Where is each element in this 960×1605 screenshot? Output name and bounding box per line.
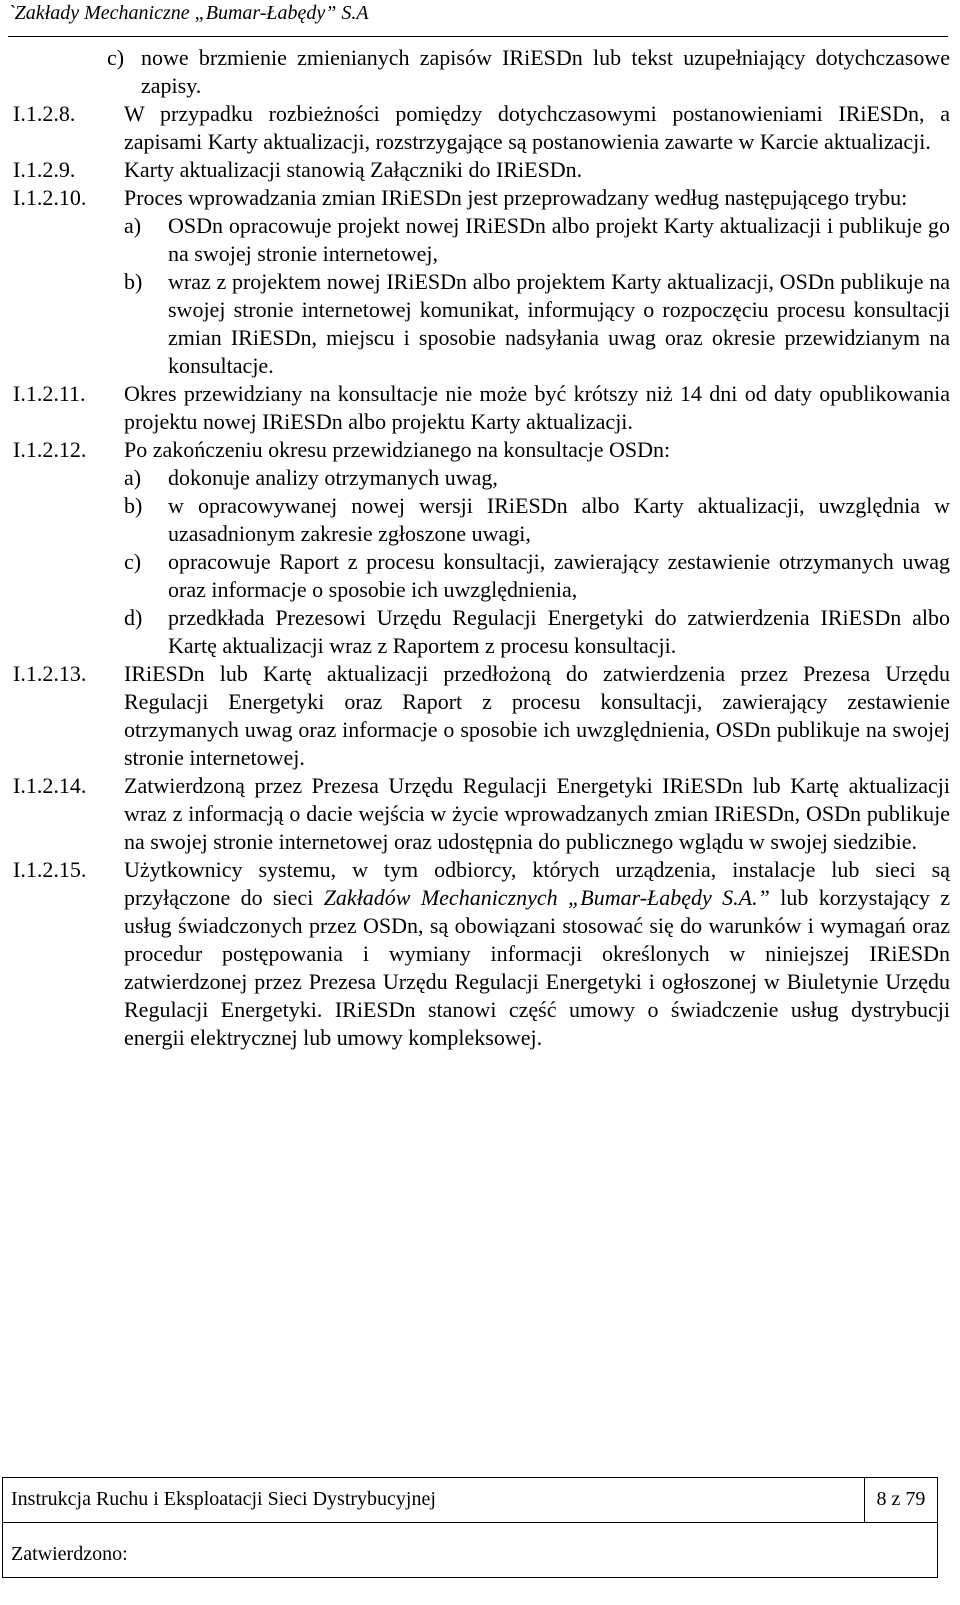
- section-text: IRiESDn lub Kartę aktualizacji przedłożoną do zatwierdzenia przez Prezesa Urzędu Regulacji Energetyki oraz Raport z procesu konsultacji, zawierający zestawienie otrzymanych uwag oraz informacje o sposobie ich uwzględnienia, OSDn publikuje na swojej stronie internetowej.: [124, 661, 950, 770]
- page-header: [8, 0, 948, 37]
- list-item-letter: d): [124, 605, 143, 630]
- list-item: [124, 464, 950, 492]
- section-text: W przypadku rozbieżności pomiędzy dotychczasowymi postanowieniami IRiESDn, a zapisami Karty aktualizacji, rozstrzygające są postanowienia zawarte w Karcie aktualizacji.: [124, 101, 950, 154]
- section-text-part: lub korzystający z usług świadczonych przez OSDn, są obowiązani stosować się do warunków i wymagań oraz procedur postępowania i wymiany informacji określonych w niniejszej IRiESDn zatwierdzonej przez Prezesa Urzędu Regulacji Energetyki i ogłoszonej w Biuletynie Urzędu Regulacji Energetyki. IRiESDn stanowi część umowy o świadczenie usług dystrybucji energii elektrycznej lub umowy kompleksowej.: [124, 885, 950, 1050]
- section-number: I.1.2.15.: [13, 857, 87, 882]
- list-item: [124, 492, 950, 548]
- list-item: [124, 548, 950, 604]
- section-text: Okres przewidziany na konsultacje nie może być krótszy niż 14 dni od daty opublikowania projektu nowej IRiESDn albo projektu Karty aktualizacji.: [124, 381, 950, 434]
- footer-doc-title: Instrukcja Ruchu i Eksploatacji Sieci Dystrybucyjnej: [11, 1488, 436, 1510]
- section-number: I.1.2.13.: [13, 661, 87, 686]
- section-paragraph: [0, 436, 960, 464]
- list-item: [124, 268, 950, 380]
- footer-row: [3, 1523, 937, 1577]
- section-text-part: Użytkownicy systemu, w tym odbiorcy, których urządzenia, instalacje lub sieci są przyłączone do sieci: [124, 857, 950, 910]
- list-item-letter: a): [124, 213, 142, 238]
- section-paragraph: [0, 380, 960, 436]
- section-paragraph: [0, 100, 960, 156]
- list-item-letter: b): [124, 493, 143, 518]
- list-item-text: wraz z projektem nowej IRiESDn albo projektem Karty aktualizacji, OSDn publikuje na swojej stronie internetowej komunikat, informujący o rozpoczęciu procesu konsultacji zmian IRiESDn, miejscu i sposobie nadsyłania uwag oraz okresie przewidzianym na konsultacje.: [168, 269, 950, 378]
- section-paragraph: [0, 184, 960, 212]
- section-paragraph: [0, 156, 960, 184]
- page-number: 8 z 79: [876, 1488, 926, 1510]
- list-item: [124, 604, 950, 660]
- section-paragraph: [0, 856, 960, 1052]
- section-text: Po zakończeniu okresu przewidzianego na konsultacje OSDn:: [124, 437, 671, 462]
- section-paragraph: [0, 660, 960, 772]
- list-item-letter: c): [107, 45, 125, 70]
- approved-label: Zatwierdzono:: [11, 1543, 128, 1565]
- footer-row: [3, 1478, 937, 1523]
- page-footer: [2, 1477, 938, 1578]
- list-item-letter: c): [124, 549, 142, 574]
- list-item-text: w opracowywanej nowej wersji IRiESDn albo Karty aktualizacji, uwzględnia w uzasadnionym zakresie zgłoszone uwagi,: [168, 493, 950, 546]
- list-item-text: nowe brzmienie zmienianych zapisów IRiESDn lub tekst uzupełniający dotychczasowe zapisy.: [141, 45, 950, 98]
- list-item-text: dokonuje analizy otrzymanych uwag,: [168, 465, 498, 490]
- document-body: [0, 44, 960, 1052]
- section-number: I.1.2.11.: [13, 381, 86, 406]
- section-number: I.1.2.10.: [13, 185, 87, 210]
- company-name: Zakładów Mechanicznych „Bumar-Łabędy S.A.”: [323, 885, 770, 910]
- section-paragraph: [0, 772, 960, 856]
- section-number: I.1.2.9.: [13, 157, 76, 182]
- list-item: [124, 212, 950, 268]
- list-item-text: OSDn opracowuje projekt nowej IRiESDn albo projekt Karty aktualizacji i publikuje go na swojej stronie internetowej,: [168, 213, 950, 266]
- list-item-letter: a): [124, 465, 142, 490]
- list-item: [107, 44, 950, 100]
- section-number: I.1.2.12.: [13, 437, 87, 462]
- header-title: `Zakłady Mechaniczne „Bumar-Łabędy” S.A: [8, 2, 369, 24]
- section-text: [124, 856, 950, 1052]
- section-text: Proces wprowadzania zmian IRiESDn jest przeprowadzany według następującego trybu:: [124, 185, 908, 210]
- section-text: Karty aktualizacji stanowią Załączniki do IRiESDn.: [124, 157, 583, 182]
- section-number: I.1.2.8.: [13, 101, 76, 126]
- section-number: I.1.2.14.: [13, 773, 87, 798]
- list-item-text: opracowuje Raport z procesu konsultacji, zawierający zestawienie otrzymanych uwag oraz informacje o sposobie ich uwzględnienia,: [168, 549, 950, 602]
- list-item-letter: b): [124, 269, 143, 294]
- page-number-cell: [864, 1478, 937, 1522]
- list-item-text: przedkłada Prezesowi Urzędu Regulacji Energetyki do zatwierdzenia IRiESDn albo Kartę aktualizacji wraz z Raportem z procesu konsultacji.: [168, 605, 950, 658]
- section-text: Zatwierdzoną przez Prezesa Urzędu Regulacji Energetyki IRiESDn lub Kartę aktualizacji wraz z informacją o dacie wejścia w życie wprowadzanych zmian IRiESDn, OSDn publikuje na swojej stronie internetowej oraz udostępnia do publicznego wglądu w swojej siedzibie.: [124, 773, 950, 854]
